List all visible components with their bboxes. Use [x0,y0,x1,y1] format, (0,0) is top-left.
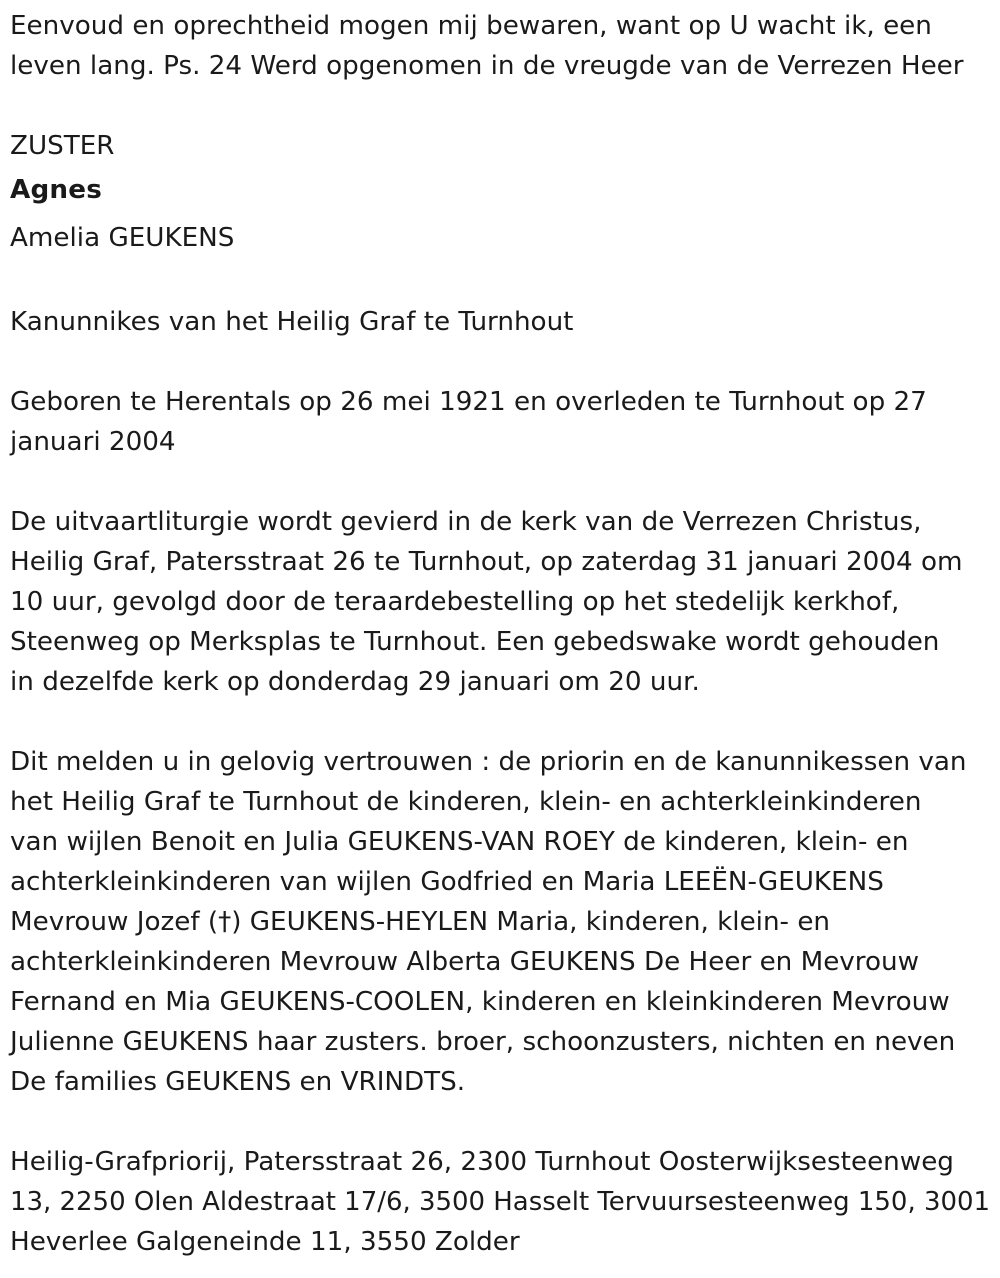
person-first-name: Agnes [10,175,103,205]
funeral-line: Steenweg op Merksplas te Turnhout. Een gebedswake wordt gehouden [10,627,940,657]
announcement-line: Fernand en Mia GEUKENS-COOLEN, kinderen en kleinkinderen Mevrouw [10,987,950,1017]
announcement-line: Mevrouw Jozef (†) GEUKENS-HEYLEN Maria, kinderen, klein- en [10,907,831,937]
funeral-line: in dezelfde kerk op donderdag 29 januari om 20 uur. [10,667,700,697]
congregation-paragraph [10,302,990,342]
announcement-line: Julienne GEUKENS haar zusters. broer, schoonzusters, nichten en neven [10,1027,956,1057]
announcement-line: achterkleinkinderen Mevrouw Alberta GEUKENS De Heer en Mevrouw [10,947,920,977]
announcement-line: De families GEUKENS en VRINDTS. [10,1067,466,1097]
person-title: ZUSTER [10,131,115,161]
address-line: 13, 2250 Olen Aldestraat 17/6, 3500 Hasselt Tervuursesteenweg 150, 3001 [10,1187,991,1217]
funeral-line: De uitvaartliturgie wordt gevierd in de kerk van de Verrezen Christus, [10,507,922,537]
motto-line: Eenvoud en oprechtheid mogen mij bewaren, want op U wacht ik, een [10,11,932,41]
birth-death-line: Geboren te Herentals op 26 mei 1921 en overleden te Turnhout op 27 [10,387,927,417]
motto-line: leven lang. Ps. 24 Werd opgenomen in de vreugde van de Verrezen Heer [10,51,964,81]
announcement-line: van wijlen Benoit en Julia GEUKENS-VAN ROEY de kinderen, klein- en [10,827,909,857]
announcement-line: achterkleinkinderen van wijlen Godfried en Maria LEEËN-GEUKENS [10,867,884,897]
address-line: Heverlee Galgeneinde 11, 3550 Zolder [10,1227,520,1257]
announcement-line: Dit melden u in gelovig vertrouwen : de priorin en de kanunnikessen van [10,747,967,777]
congregation-line: Kanunnikes van het Heilig Graf te Turnhout [10,307,574,337]
addresses-paragraph [10,1142,990,1262]
birth-death-paragraph [10,382,990,462]
person-full-name: Amelia GEUKENS [10,223,235,253]
address-line: Heilig-Grafpriorij, Patersstraat 26, 2300 Turnhout Oosterwijksesteenweg [10,1147,954,1177]
birth-death-line: januari 2004 [10,427,176,457]
motto-paragraph [10,6,990,86]
funeral-line: Heilig Graf, Patersstraat 26 te Turnhout, op zaterdag 31 januari 2004 om [10,547,963,577]
announcement-paragraph [10,742,990,1102]
funeral-line: 10 uur, gevolgd door de teraardebestelling op het stedelijk kerkhof, [10,587,900,617]
announcement-line: het Heilig Graf te Turnhout de kinderen, klein- en achterkleinkinderen [10,787,922,817]
funeral-paragraph [10,502,990,702]
person-name-block [10,126,990,262]
